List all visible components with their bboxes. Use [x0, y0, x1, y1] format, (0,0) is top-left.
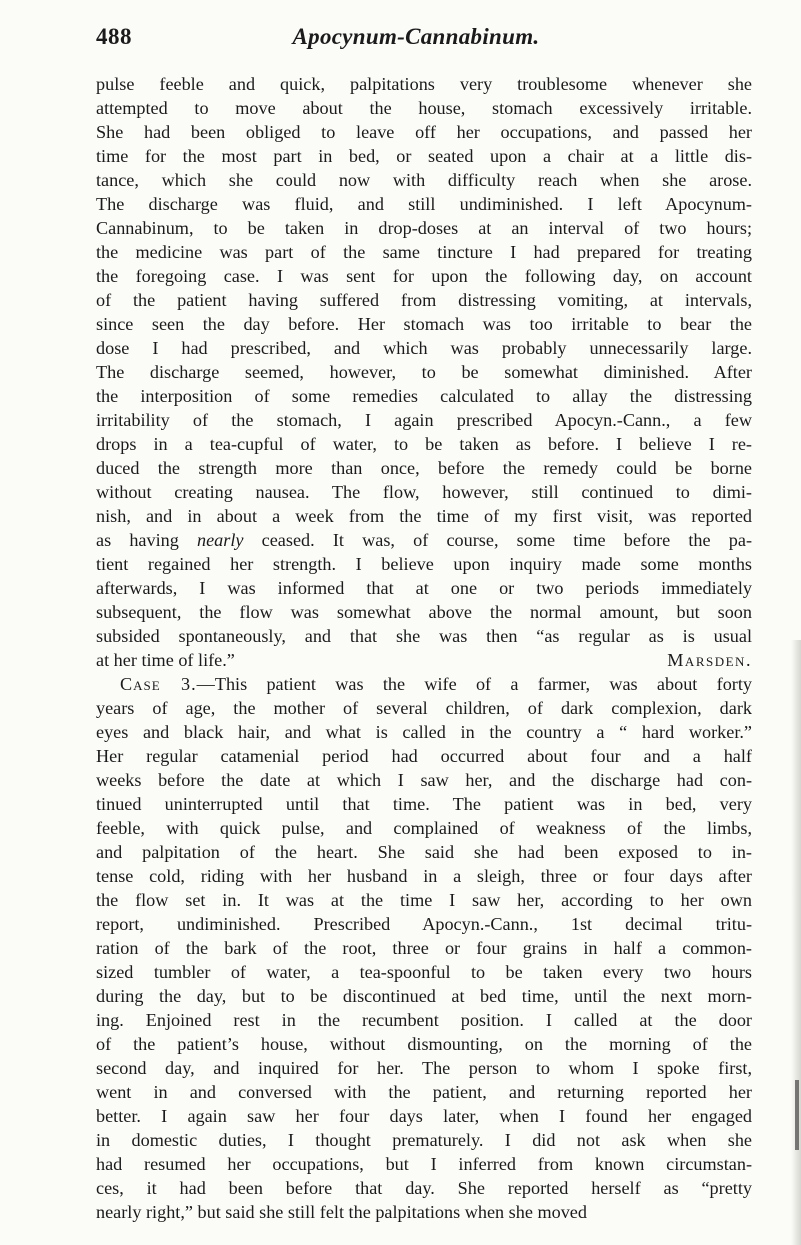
text-line: nearly right,” but said she still felt the palpitations when she moved — [96, 1202, 587, 1222]
text-line: tance, which she could now with difficulty reach when she arose. — [96, 170, 752, 190]
text-line: She had been obliged to leave off her occupations, and passed her — [96, 122, 752, 142]
text-fragment: —This patient was the wife of a farmer, was about forty — [196, 674, 752, 694]
text-line: ing. Enjoined rest in the recumbent position. I called at the door — [96, 1010, 752, 1030]
text-line — [96, 528, 752, 552]
text-line: Her regular catamenial period had occurred about four and a half — [96, 746, 752, 766]
text-line: since seen the day before. Her stomach was too irritable to bear the — [96, 314, 752, 334]
text-line: ration of the bark of the root, three or four grains in half a common- — [96, 938, 752, 958]
text-line: Cannabinum, to be taken in drop-doses at an interval of two hours; — [96, 218, 752, 238]
text-line: the flow set in. It was at the time I saw her, according to her own — [96, 890, 752, 910]
page-number: 488 — [96, 24, 132, 49]
text-line: better. I again saw her four days later, when I found her engaged — [96, 1106, 752, 1126]
text-line: tense cold, riding with her husband in a sleigh, three or four days after — [96, 866, 752, 886]
text-line: feeble, with quick pulse, and complained of weakness of the limbs, — [96, 818, 752, 838]
text-line: dose I had prescribed, and which was probably unnecessarily large. — [96, 338, 752, 358]
text-line: attempted to move about the house, stomach excessively irritable. — [96, 98, 752, 118]
text-line: The discharge was fluid, and still undiminished. I left Apocynum- — [96, 194, 752, 214]
text-line: in domestic duties, I thought prematurely. I did not ask when she — [96, 1130, 752, 1150]
text-line: report, undiminished. Prescribed Apocyn.-Cann., 1st decimal tritu- — [96, 914, 752, 934]
text-line: the interposition of some remedies calculated to allay the distressing — [96, 386, 752, 406]
text-line: and palpitation of the heart. She said she had been exposed to in- — [96, 842, 752, 862]
text-line: duced the strength more than once, before the remedy could be borne — [96, 458, 752, 478]
text-line-with-signature — [96, 648, 752, 672]
case-label: Case 3. — [120, 674, 197, 694]
text-fragment: at her time of life.” — [96, 650, 235, 670]
text-line: tient regained her strength. I believe upon inquiry made some months — [96, 554, 752, 574]
text-line: time for the most part in bed, or seated upon a chair at a little dis- — [96, 146, 752, 166]
text-line: pulse feeble and quick, palpitations very troublesome whenever she — [96, 74, 752, 94]
text-line: sized tumbler of water, a tea-spoonful to be taken every two hours — [96, 962, 752, 982]
text-line: during the day, but to be discontinued at bed time, until the next morn- — [96, 986, 752, 1006]
page-header — [96, 24, 736, 58]
text-line: the foregoing case. I was sent for upon the following day, on account — [96, 266, 752, 286]
text-line: subsequent, the flow was somewhat above the normal amount, but soon — [96, 602, 752, 622]
page-edge-shadow — [791, 640, 801, 1245]
text-line: without creating nausea. The flow, however, still continued to dimi- — [96, 482, 752, 502]
text-line: had resumed her occupations, but I inferred from known circumstan- — [96, 1154, 752, 1174]
text-line: eyes and black hair, and what is called in the country a “ hard worker.” — [96, 722, 752, 742]
text-line: nish, and in about a week from the time of my first visit, was reported — [96, 506, 752, 526]
text-line: the medicine was part of the same tincture I had prepared for treating — [96, 242, 752, 262]
text-line: years of age, the mother of several children, of dark complexion, dark — [96, 698, 752, 718]
text-line: irritability of the stomach, I again prescribed Apocyn.-Cann., a few — [96, 410, 752, 430]
text-line: went in and conversed with the patient, and returning reported her — [96, 1082, 752, 1102]
text-line: weeks before the date at which I saw her, and the discharge had con- — [96, 770, 752, 790]
text-line: ces, it had been before that day. She reported herself as “pretty — [96, 1178, 752, 1198]
text-line — [96, 672, 752, 696]
body-text — [96, 72, 752, 1224]
text-line: afterwards, I was informed that at one or two periods immediately — [96, 578, 752, 598]
text-line: of the patient’s house, without dismounting, on the morning of the — [96, 1034, 752, 1054]
page-edge-mark — [795, 1080, 799, 1150]
text-line: tinued uninterrupted until that time. The patient was in bed, very — [96, 794, 752, 814]
text-line: second day, and inquired for her. The person to whom I spoke first, — [96, 1058, 752, 1078]
emphasis-nearly: nearly — [197, 530, 244, 550]
signature: Marsden. — [667, 650, 752, 670]
text-line: The discharge seemed, however, to be somewhat diminished. After — [96, 362, 752, 382]
text-fragment: as having — [96, 530, 198, 550]
text-line: subsided spontaneously, and that she was then “as regular as is usual — [96, 626, 752, 646]
text-line: of the patient having suffered from distressing vomiting, at intervals, — [96, 290, 752, 310]
running-title: Apocynum-Cannabinum. — [292, 24, 540, 49]
text-fragment: ceased. It was, of course, some time before the pa- — [243, 530, 752, 550]
text-line: drops in a tea-cupful of water, to be taken as before. I believe I re- — [96, 434, 752, 454]
